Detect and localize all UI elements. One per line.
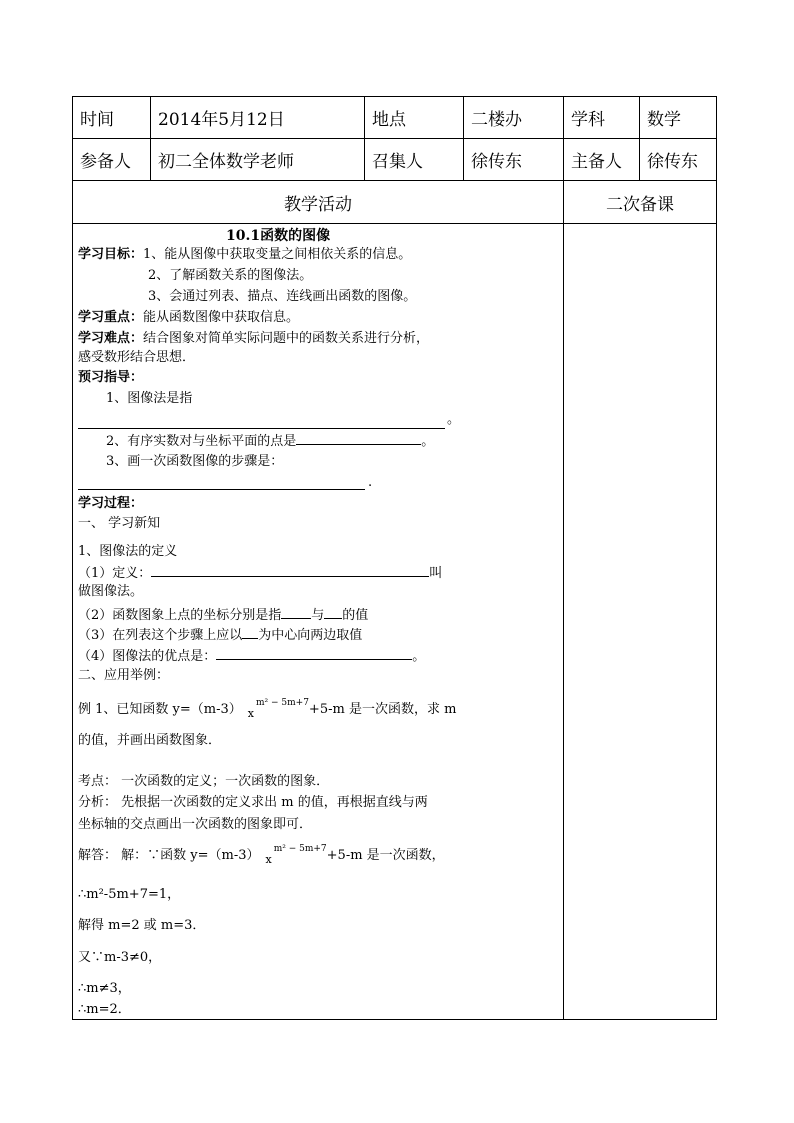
solution-step-5: ∴m=2． [78,1002,131,1017]
difficulty-text: 结合图象对简单实际问题中的函数关系进行分析， [143,331,430,346]
focus-label: 学习重点： [78,310,144,325]
example-1-exponent: m² − 5m+7 [255,698,309,708]
focus-line [78,308,299,328]
second-prep-heading: 二次备课 [564,181,717,224]
definition-3-line [78,624,362,646]
lead-value: 徐传东 [640,139,717,181]
teaching-activity-heading: 教学活动 [73,181,564,224]
answer-end: +5-m 是一次函数， [326,848,445,863]
preview-1: 1、图像法是指 [106,391,193,406]
definition-2-start: （2）函数图象上点的坐标分别是指 [78,608,282,623]
definition-4-end: 。 [412,649,426,664]
definition-1-blank [151,562,429,577]
solution-step-2: 解得 m=2 或 m=3． [78,918,206,933]
preview-label: 预习指导： [78,370,144,385]
subject-value: 数学 [640,97,717,139]
definition-2-blank-1 [281,604,311,619]
definition-title: 1、图像法的定义 [78,544,178,559]
definition-2-blank-2 [324,604,342,619]
lesson-title: 10.1函数的图像 [226,228,331,244]
example-1-continued: 的值，并画出函数图象． [78,733,222,748]
focus-text: 能从函数图像中获取信息。 [143,310,300,325]
place-value: 二楼办 [464,97,564,139]
goal-1: 1、能从图像中获取变量之间相依关系的信息。 [143,247,412,262]
example-1-x: x [247,707,254,720]
preview-2: 2、有序实数对与坐标平面的点是 [106,434,297,449]
second-prep-content [564,224,717,1020]
date-value: 2014年5月12日 [151,97,365,139]
definition-1: （1）定义： [78,566,152,581]
definition-4-line [78,645,425,667]
definition-3-blank [242,624,258,639]
preview-3-answer-line [78,489,365,490]
definition-4: （4）图像法的优点是： [78,649,217,664]
answer-exponent: m² − 5m+7 [273,844,327,854]
lesson-plan-table [72,96,717,1020]
section-row [73,181,717,224]
goals-label: 学习目标： [78,247,144,262]
example-1-start: 例 1、已知函数 y=（m-3） [78,702,242,717]
analysis-continued: 坐标轴的交点画出一次函数的图象即可． [78,817,313,832]
participants-label: 参备人 [73,139,151,181]
example-1-line [78,700,456,721]
definition-1-end: 叫 [429,566,443,581]
difficulty-line [78,329,429,349]
answer-x: x [265,853,272,866]
goal-2: 2、了解函数关系的图像法。 [148,268,313,283]
process-label: 学习过程： [78,496,144,511]
definition-1-continued: 做图像法。 [78,584,144,599]
goals-line-1 [78,245,411,265]
definition-2-mid: 与 [311,608,325,623]
solution-step-1: ∴m²-5m+7=1， [78,887,181,902]
preview-1-answer-line [78,428,445,429]
definition-2-end: 的值 [342,608,369,623]
teaching-activity-content [73,224,564,1020]
header-row-1 [73,97,717,139]
content-row [73,224,717,1020]
subject-label: 学科 [564,97,640,139]
preview-2-line [106,430,434,452]
place-label: 地点 [365,97,464,139]
preview-2-blank [296,430,421,445]
analysis-line: 分析： 先根据一次函数的定义求出 m 的值，再根据直线与两 [78,795,428,810]
preview-3-end: . [368,475,373,490]
kaodian-line: 考点： 一次函数的定义；一次函数的图象． [78,774,330,789]
difficulty-label: 学习难点： [78,331,144,346]
example-1-end: +5-m 是一次函数，求 m [308,702,457,717]
time-label: 时间 [73,97,151,139]
difficulty-continued: 感受数形结合思想． [78,350,196,365]
solution-step-4: ∴m≠3， [78,981,131,996]
preview-1-end: 。 [447,412,461,427]
preview-2-end: 。 [421,434,435,449]
definition-4-blank [216,645,412,660]
goal-3: 3、会通过列表、描点、连线画出函数的图像。 [148,289,417,304]
part-1-heading: 一、 学习新知 [78,516,161,531]
definition-2-line [78,604,368,626]
definition-3-start: （3）在列表这个步骤上应以 [78,628,243,643]
convener-value: 徐传东 [464,139,564,181]
answer-line [78,846,445,867]
header-row-2 [73,139,717,181]
participants-value: 初二全体数学老师 [151,139,365,181]
convener-label: 召集人 [365,139,464,181]
part-2-heading: 二、应用举例： [78,668,170,683]
answer-start: 解答： 解：∵函数 y=（m-3） [78,848,260,863]
lead-label: 主备人 [564,139,640,181]
definition-1-line [78,562,442,584]
solution-step-3: 又∵m-3≠0， [78,950,162,965]
preview-3: 3、画一次函数图像的步骤是： [106,454,284,469]
definition-3-end: 为中心向两边取值 [258,628,363,643]
